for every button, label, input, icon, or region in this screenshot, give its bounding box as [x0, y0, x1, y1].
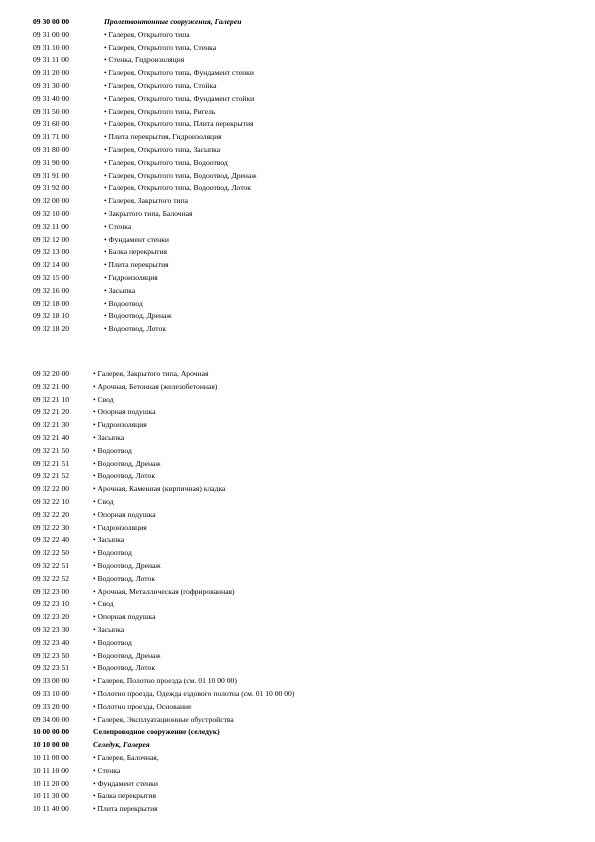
classifier-code: 09 32 22 52	[33, 573, 70, 583]
classifier-description: • Балка перекрытия	[104, 247, 168, 257]
classifier-code: 10 00 00 00	[33, 727, 70, 737]
classifier-code: 09 32 16 00	[33, 285, 70, 295]
classifier-code: 10 11 10 00	[33, 765, 69, 775]
classifier-description: • Галерея, Закрытого типа	[104, 196, 189, 206]
classifier-description: • Галерея, Открытого типа, Засыпка	[104, 144, 221, 154]
classifier-code: 09 32 00 00	[33, 196, 70, 206]
classifier-row	[33, 208, 573, 221]
classifier-code: 09 30 00 00	[33, 17, 70, 26]
classifier-code: 10 11 20 00	[33, 778, 69, 788]
classifier-description: • Арочная, Каменная (кирпичная) кладка	[93, 484, 226, 494]
classifier-code: 09 31 20 00	[33, 68, 70, 78]
classifier-row	[33, 624, 573, 637]
classifier-code: 09 32 23 50	[33, 650, 70, 660]
classifier-row	[33, 522, 573, 535]
classifier-description: • Гидроизоляция	[93, 522, 147, 532]
classifier-description: • Водоотвод, Лоток	[93, 471, 156, 481]
classifier-code: 09 32 23 20	[33, 612, 70, 622]
classifier-code: 09 32 21 52	[33, 471, 70, 481]
classifier-row	[33, 54, 573, 67]
classifier-row	[33, 323, 573, 336]
classifier-description: • Арочная, Бетонная (железобетонная)	[93, 381, 218, 391]
classifier-row	[33, 118, 573, 131]
classifier-code: 09 32 18 10	[33, 311, 70, 321]
classifier-row	[33, 29, 573, 42]
classifier-description: • Галерея, Балочная,	[93, 752, 159, 762]
classifier-code: 09 32 21 10	[33, 394, 70, 404]
classifier-row	[33, 509, 573, 522]
classifier-row	[33, 170, 573, 183]
classifier-code: 10 11 00 00	[33, 752, 69, 762]
classifier-description: • Водоотвод	[93, 548, 132, 558]
classifier-description: • Свод	[93, 496, 114, 506]
classifier-code: 09 34 00 00	[33, 714, 70, 724]
classifier-description: • Гидроизоляция	[93, 420, 147, 430]
classifier-description: • Водоотвод, Лоток	[93, 573, 156, 583]
classifier-row	[33, 790, 573, 803]
classifier-code: 09 32 22 10	[33, 496, 70, 506]
classifier-description: • Водоотвод, Лоток	[104, 324, 167, 334]
classifier-list-top	[33, 16, 573, 336]
classifier-description: • Опорная подушка	[93, 612, 156, 622]
classifier-description: • Фундамент стенки	[104, 234, 169, 244]
classifier-code: 09 31 90 00	[33, 157, 70, 167]
classifier-row	[33, 458, 573, 471]
classifier-code: 09 32 18 00	[33, 298, 70, 308]
classifier-row	[33, 778, 573, 791]
classifier-description: • Стенка, Гидроизоляция	[104, 55, 185, 65]
classifier-row	[33, 246, 573, 259]
classifier-description: • Галерея, Открытого типа, Стойка	[104, 80, 217, 90]
classifier-row	[33, 662, 573, 675]
classifier-code: 09 31 92 00	[33, 183, 70, 193]
classifier-description: • Водоотвод	[93, 445, 132, 455]
classifier-code: 10 11 30 00	[33, 791, 69, 801]
classifier-row	[33, 650, 573, 663]
classifier-row	[33, 298, 573, 311]
classifier-row	[33, 637, 573, 650]
classifier-description: • Гидроизоляция	[104, 272, 158, 282]
classifier-description: Пролетвонтонные сооружения, Галереи	[104, 17, 242, 26]
classifier-description: • Водоотвод, Дренаж	[93, 458, 161, 468]
classifier-code: 10 11 40 00	[33, 804, 69, 814]
classifier-row	[33, 611, 573, 624]
classifier-row	[33, 272, 573, 285]
classifier-row	[33, 803, 573, 816]
classifier-description: • Плита перекрытия	[104, 260, 169, 270]
classifier-code: 09 32 22 40	[33, 535, 70, 545]
classifier-row	[33, 470, 573, 483]
classifier-row	[33, 573, 573, 586]
classifier-row	[33, 547, 573, 560]
classifier-code: 09 33 10 00	[33, 688, 70, 698]
classifier-code: 09 31 11 00	[33, 55, 69, 65]
classifier-code: 09 32 21 50	[33, 445, 70, 455]
classifier-description: • Галерея, Полотно проезда (см. 01 10 00 00)	[93, 676, 237, 686]
classifier-description: • Водоотвод, Дренаж	[93, 560, 161, 570]
classifier-description: • Галерея, Эксплуатационные обустройства	[93, 714, 234, 724]
classifier-description: • Свод	[93, 394, 114, 404]
classifier-code: 09 31 50 00	[33, 106, 70, 116]
classifier-code: 09 31 80 00	[33, 144, 70, 154]
classifier-description: • Засыпка	[93, 624, 125, 634]
classifier-row	[33, 67, 573, 80]
classifier-description: • Водоотвод, Дренаж	[104, 311, 172, 321]
classifier-row	[33, 445, 573, 458]
classifier-description: • Полотно проезда, Одежда ездового полотна (см. 01 10 00 00)	[93, 688, 295, 698]
classifier-description: • Плита перекрытия	[93, 804, 158, 814]
classifier-description: • Фундамент стенки	[93, 778, 158, 788]
classifier-description: • Галерея, Открытого типа, Стенка	[104, 42, 217, 52]
classifier-description: • Галерея, Открытого типа, Фундамент стенки	[104, 68, 254, 78]
classifier-description: • Галерея, Открытого типа	[104, 29, 190, 39]
classifier-row	[33, 752, 573, 765]
classifier-description: • Засыпка	[93, 432, 125, 442]
classifier-row	[33, 221, 573, 234]
classifier-list-bottom	[33, 368, 573, 816]
classifier-row	[33, 144, 573, 157]
classifier-description: Селедук, Галерея	[93, 740, 150, 750]
classifier-code: 09 32 21 00	[33, 381, 70, 391]
classifier-row	[33, 42, 573, 55]
classifier-row	[33, 131, 573, 144]
classifier-description: • Свод	[93, 599, 114, 609]
classifier-description: • Полотно проезда, Основание	[93, 701, 192, 711]
section-heading-row	[33, 726, 573, 739]
classifier-description: • Галерея, Открытого типа, Ригель	[104, 106, 216, 116]
classifier-description: • Галерея, Открытого типа, Водоотвод, Дренаж	[104, 170, 257, 180]
classifier-row	[33, 182, 573, 195]
classifier-row	[33, 419, 573, 432]
classifier-row	[33, 406, 573, 419]
classifier-code: 09 32 22 20	[33, 509, 70, 519]
classifier-row	[33, 368, 573, 381]
classifier-description: • Стенка	[93, 765, 121, 775]
classifier-row	[33, 598, 573, 611]
classifier-code: 09 32 12 00	[33, 234, 70, 244]
classifier-description: • Галерея, Закрытого типа, Арочная	[93, 369, 209, 378]
classifier-code: 09 33 20 00	[33, 701, 70, 711]
classifier-row	[33, 285, 573, 298]
classifier-code: 09 31 40 00	[33, 93, 70, 103]
classifier-code: 09 31 00 00	[33, 29, 70, 39]
classifier-code: 09 32 13 00	[33, 247, 70, 257]
classifier-code: 09 32 23 00	[33, 586, 70, 596]
classifier-code: 09 32 21 30	[33, 420, 70, 430]
classifier-description: • Галерея, Открытого типа, Водоотвод	[104, 157, 228, 167]
classifier-row	[33, 106, 573, 119]
classifier-code: 09 32 23 30	[33, 624, 70, 634]
classifier-description: Селепроводное сооружение (селедук)	[93, 727, 220, 737]
classifier-description: • Галерея, Открытого типа, Плита перекрытия	[104, 119, 254, 129]
classifier-row	[33, 496, 573, 509]
classifier-description: • Галерея, Открытого типа, Фундамент стойки	[104, 93, 255, 103]
classifier-row	[33, 560, 573, 573]
classifier-description: • Водоотвод	[93, 637, 132, 647]
classifier-description: • Стенка	[104, 221, 132, 231]
classifier-description: • Балка перекрытия	[93, 791, 157, 801]
classifier-row	[33, 675, 573, 688]
classifier-description: • Засыпка	[93, 535, 125, 545]
classifier-code: 09 31 30 00	[33, 80, 70, 90]
classifier-code: 09 31 60 00	[33, 119, 70, 129]
classifier-row	[33, 310, 573, 323]
classifier-row	[33, 688, 573, 701]
classifier-code: 09 32 22 51	[33, 560, 70, 570]
section-heading-row	[33, 16, 573, 29]
classifier-code: 09 32 23 51	[33, 663, 70, 673]
classifier-description: • Арочная, Металлическая (гофрированная)	[93, 586, 235, 596]
classifier-description: • Водоотвод, Лоток	[93, 663, 156, 673]
classifier-code: 09 32 21 40	[33, 432, 70, 442]
classifier-row	[33, 714, 573, 727]
classifier-code: 09 32 15 00	[33, 272, 70, 282]
classifier-code: 09 32 20 00	[33, 369, 70, 378]
classifier-code: 09 32 22 00	[33, 484, 70, 494]
classifier-code: 09 32 14 00	[33, 260, 70, 270]
classifier-code: 09 32 23 10	[33, 599, 70, 609]
classifier-code: 09 32 11 00	[33, 221, 69, 231]
classifier-row	[33, 259, 573, 272]
classifier-code: 09 32 21 51	[33, 458, 70, 468]
classifier-row	[33, 534, 573, 547]
classifier-code: 09 32 18 20	[33, 324, 70, 334]
section-heading-row	[33, 739, 573, 752]
classifier-code: 09 33 00 00	[33, 676, 70, 686]
classifier-row	[33, 157, 573, 170]
classifier-row	[33, 234, 573, 247]
classifier-description: • Плита перекрытия, Гидроизоляция	[104, 132, 222, 142]
classifier-description: • Засыпка	[104, 285, 136, 295]
classifier-description: • Водоотвод	[104, 298, 143, 308]
classifier-code: 09 31 10 00	[33, 42, 70, 52]
classifier-row	[33, 432, 573, 445]
classifier-code: 09 32 21 20	[33, 407, 70, 417]
classifier-row	[33, 80, 573, 93]
classifier-row	[33, 381, 573, 394]
classifier-code: 09 31 91 00	[33, 170, 70, 180]
classifier-row	[33, 701, 573, 714]
classifier-description: • Водоотвод, Дренаж	[93, 650, 161, 660]
classifier-code: 09 31 71 00	[33, 132, 70, 142]
classifier-row	[33, 394, 573, 407]
classifier-description: • Закрытого типа, Балочная	[104, 208, 193, 218]
classifier-row	[33, 483, 573, 496]
classifier-description: • Опорная подушка	[93, 509, 156, 519]
classifier-code: 09 32 22 30	[33, 522, 70, 532]
classifier-row	[33, 93, 573, 106]
classifier-row	[33, 765, 573, 778]
classifier-code: 09 32 10 00	[33, 208, 70, 218]
classifier-row	[33, 195, 573, 208]
classifier-description: • Галерея, Открытого типа, Водоотвод, Лоток	[104, 183, 251, 193]
classifier-code: 10 10 00 00	[33, 740, 70, 750]
classifier-code: 09 32 22 50	[33, 548, 70, 558]
classifier-row	[33, 586, 573, 599]
classifier-code: 09 32 23 40	[33, 637, 70, 647]
classifier-description: • Опорная подушка	[93, 407, 156, 417]
